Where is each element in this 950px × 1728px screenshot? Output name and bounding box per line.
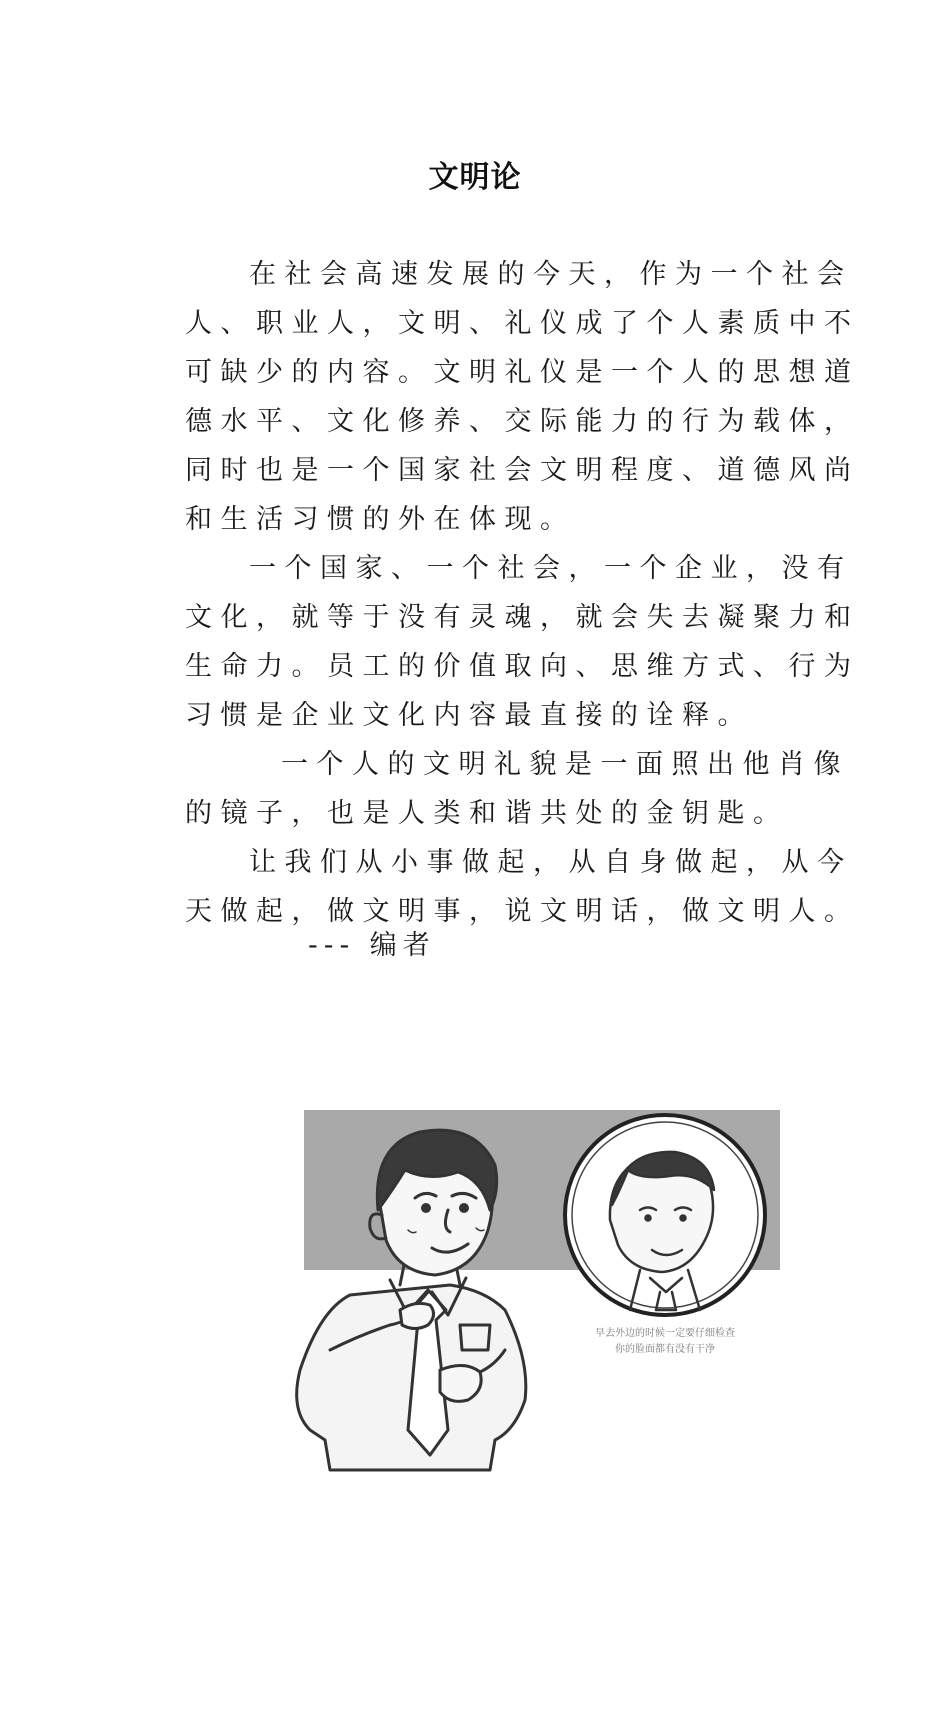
mirror-caption-line-1: 早去外边的时候一定要仔细检查 — [595, 1328, 735, 1339]
page-title: 文明论 — [428, 160, 522, 195]
body-text — [185, 250, 865, 936]
paragraph-4: 让我们从小事做起，从自身做起，从今天做起，做文明事，说文明话，做文明人。 — [185, 847, 860, 927]
paragraph-2: 一个国家、一个社会，一个企业，没有文化，就等于没有灵魂，就会失去凝聚力和生命力。员工的价值取向、思维方式、行为习惯是企业文化内容最直接的诠释。 — [185, 553, 860, 731]
etiquette-illustration — [290, 1110, 780, 1490]
paragraph-1: 在社会高速发展的今天，作为一个社会人、职业人，文明、礼仪成了个人素质中不可缺少的内容。文明礼仪是一个人的思想道德水平、文化修养、交际能力的行为载体，同时也是一个国家社会文明程度、道德风尚和生活习惯的外在体现。 — [185, 259, 860, 535]
mirror-caption-line-2: 你的脸面都有没有干净 — [615, 1344, 715, 1355]
paragraph-3: 一个人的文明礼貌是一面照出他肖像的镜子，也是人类和谐共处的金钥匙。 — [185, 749, 849, 829]
signature: --- 编者 — [308, 930, 436, 961]
